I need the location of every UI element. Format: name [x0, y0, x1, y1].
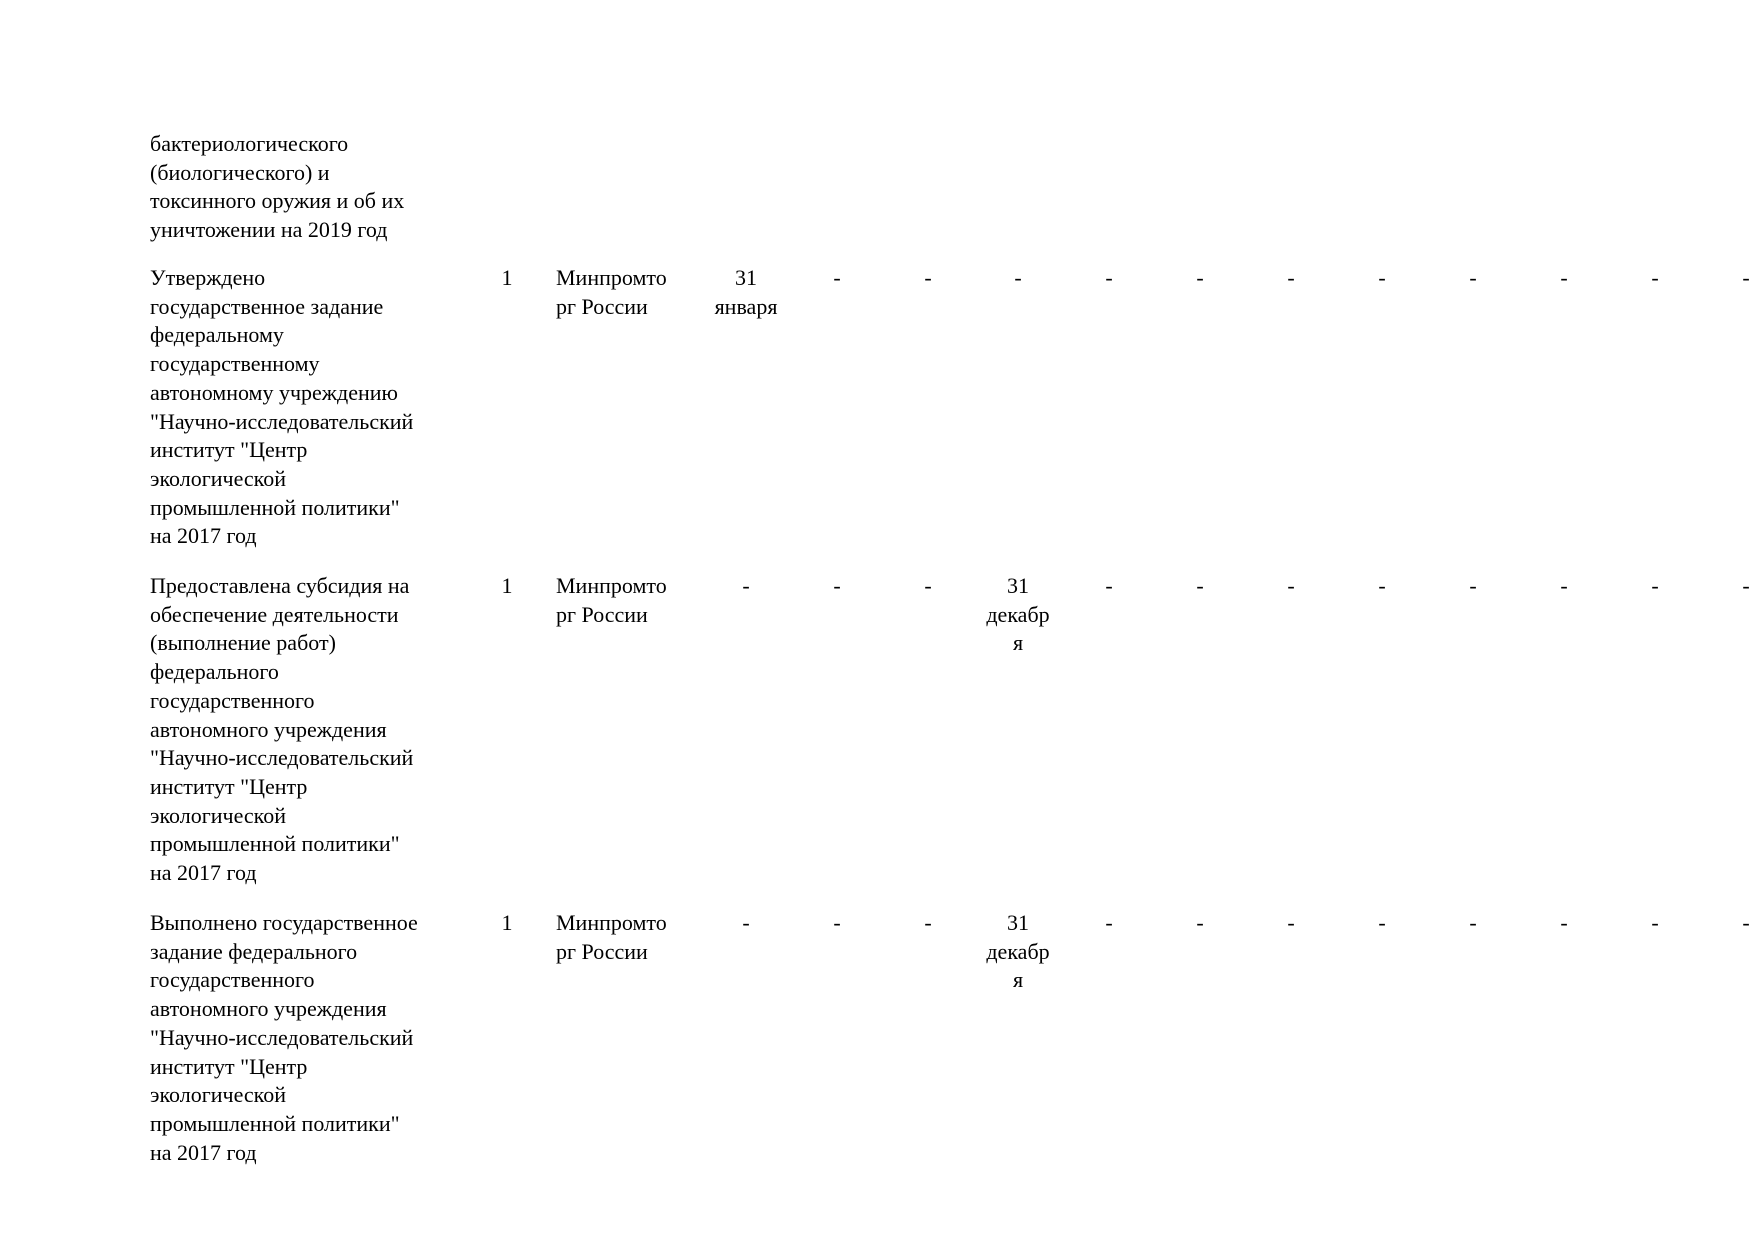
period-cell: - [1469, 573, 1477, 598]
responsible-executor: Минпромто рг России [556, 573, 667, 627]
period-cell: - [1742, 910, 1750, 935]
period-cell: - [1105, 573, 1113, 598]
period-cell: - [1651, 573, 1659, 598]
event-name: Выполнено государственное задание федерального государственного автономного учреждения "Научно-исследовательский институт "Центр экологической промышленной политики" на 2017 год [150, 910, 418, 1165]
period-cell: - [1105, 265, 1113, 290]
period-cell: - [1014, 265, 1022, 290]
period-cell: - [1287, 573, 1295, 598]
period-cell: - [1560, 573, 1568, 598]
period-cell: - [1560, 910, 1568, 935]
period-cell: - [833, 573, 841, 598]
event-name: Утверждено государственное задание федеральному государственному автономному учреждению "Научно-исследовательский институт "Центр экологической промышленной политики" на 2017 год [150, 265, 414, 549]
period-cell: - [1742, 265, 1750, 290]
period-cell: - [833, 910, 841, 935]
period-cell: - [1378, 265, 1386, 290]
period-cell: - [1469, 910, 1477, 935]
period-cell: - [1378, 573, 1386, 598]
period-cell: - [1196, 573, 1204, 598]
period-cell: - [1196, 910, 1204, 935]
period-cell: - [924, 573, 932, 598]
period-cell: - [1287, 265, 1295, 290]
period-cell: - [742, 573, 750, 598]
event-name: бактериологического (биологического) и токсинного оружия и об их уничтожении на 2019 год [150, 131, 405, 243]
period-cell: - [1560, 265, 1568, 290]
period-cell: - [1651, 265, 1659, 290]
period-cell: - [1105, 910, 1113, 935]
period-cell: - [924, 265, 932, 290]
period-cell: - [1651, 910, 1659, 935]
event-number: 1 [501, 910, 513, 935]
period-cell: - [1287, 910, 1295, 935]
event-number: 1 [501, 573, 513, 598]
responsible-executor: Минпромто рг России [556, 265, 667, 319]
period-cell: 31 декабр я [986, 573, 1050, 656]
period-cell: - [1742, 573, 1750, 598]
period-cell: 31 декабр я [986, 910, 1050, 993]
period-cell: - [1378, 910, 1386, 935]
period-cell: - [833, 265, 841, 290]
period-cell: - [742, 910, 750, 935]
event-name: Предоставлена субсидия на обеспечение деятельности (выполнение работ) федерального государственного автономного учреждения "Научно-исследовательский институт "Центр экологической промышленной политики" на 2017 год [150, 573, 414, 886]
period-cell: - [1196, 265, 1204, 290]
period-cell: - [1469, 265, 1477, 290]
period-cell: 31 января [714, 265, 778, 319]
responsible-executor: Минпромто рг России [556, 910, 667, 964]
period-cell: - [924, 910, 932, 935]
event-number: 1 [501, 265, 513, 290]
